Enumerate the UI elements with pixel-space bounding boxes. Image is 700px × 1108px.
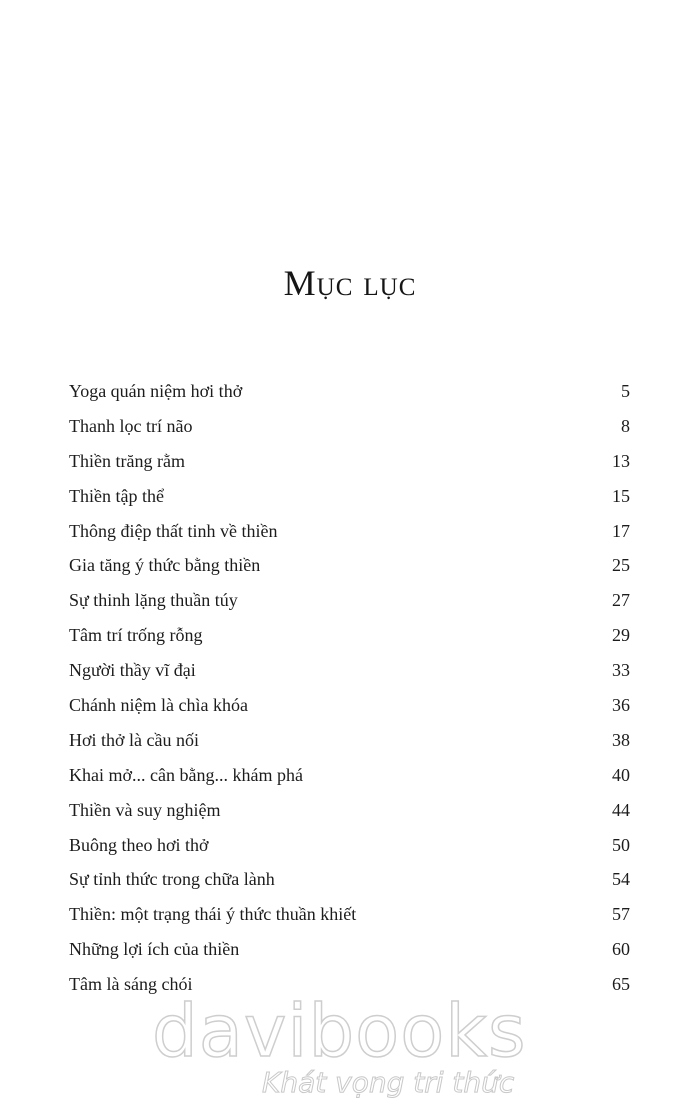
toc-entry-title: Khai mở... cân bằng... khám phá bbox=[69, 764, 303, 785]
toc-entry bbox=[69, 486, 630, 521]
watermark-slogan: Khát vọng tri thức bbox=[262, 1066, 515, 1099]
toc-entry-title: Buông theo hơi thở bbox=[69, 834, 209, 855]
toc-entry-page: 29 bbox=[612, 625, 630, 646]
toc-entry-title: Sự tỉnh thức trong chữa lành bbox=[69, 869, 275, 890]
toc-entry bbox=[69, 869, 630, 904]
toc-entry-page: 44 bbox=[612, 799, 630, 820]
toc-entry-page: 60 bbox=[612, 939, 630, 960]
toc-entry-page: 13 bbox=[612, 450, 630, 471]
toc-entry-title: Hơi thở là cầu nối bbox=[69, 729, 200, 750]
toc-entry-page: 25 bbox=[612, 555, 630, 576]
toc-entry bbox=[69, 904, 630, 939]
toc-entry-page: 17 bbox=[612, 520, 630, 541]
toc-entry bbox=[69, 416, 630, 451]
toc-entry-title: Thanh lọc trí não bbox=[69, 415, 193, 436]
watermark bbox=[0, 989, 700, 1108]
toc-entry-page: 57 bbox=[612, 904, 630, 925]
toc-entry-title: Chánh niệm là chìa khóa bbox=[69, 695, 248, 716]
toc-entry-page: 54 bbox=[612, 869, 630, 890]
toc-entry bbox=[69, 835, 630, 870]
toc-entry bbox=[69, 555, 630, 590]
toc-entry-title: Yoga quán niệm hơi thở bbox=[69, 381, 243, 401]
toc-entry-title: Thiền và suy nghiệm bbox=[69, 799, 221, 820]
toc-entry-title: Sự thinh lặng thuần túy bbox=[69, 590, 238, 611]
page-title: Mục lục bbox=[283, 263, 417, 303]
toc-entry bbox=[69, 521, 630, 556]
toc-entry bbox=[69, 660, 630, 695]
toc-entry bbox=[69, 451, 630, 486]
toc-entry-title: Thiền tập thể bbox=[69, 485, 164, 506]
toc-entry-page: 33 bbox=[612, 660, 630, 681]
toc-entry-title: Thông điệp thất tinh về thiền bbox=[69, 520, 278, 541]
toc-entry-title: Người thầy vĩ đại bbox=[69, 660, 196, 681]
toc-entry-title: Thiền trăng rằm bbox=[69, 450, 185, 471]
toc-entry-page: 65 bbox=[612, 974, 630, 995]
toc-entry bbox=[69, 590, 630, 625]
toc-entry-page: 8 bbox=[621, 415, 630, 436]
table-of-contents bbox=[69, 381, 630, 1009]
toc-entry-page: 38 bbox=[612, 729, 630, 750]
watermark-brand: davibooks bbox=[152, 989, 527, 1073]
toc-entry bbox=[69, 939, 630, 974]
toc-entry-page: 5 bbox=[621, 381, 630, 401]
toc-entry bbox=[69, 625, 630, 660]
toc-entry-page: 27 bbox=[612, 590, 630, 611]
toc-entry-page: 15 bbox=[612, 485, 630, 506]
toc-entry bbox=[69, 695, 630, 730]
toc-entry-title: Tâm trí trống rỗng bbox=[69, 625, 203, 646]
toc-entry-title: Thiền: một trạng thái ý thức thuần khiết bbox=[69, 904, 357, 925]
toc-entry bbox=[69, 381, 630, 416]
toc-entry-page: 50 bbox=[612, 834, 630, 855]
toc-entry-page: 40 bbox=[612, 764, 630, 785]
toc-entry bbox=[69, 765, 630, 800]
toc-entry bbox=[69, 800, 630, 835]
toc-entry bbox=[69, 730, 630, 765]
toc-entry-title: Những lợi ích của thiền bbox=[69, 939, 240, 960]
toc-entry-page: 36 bbox=[612, 695, 630, 716]
toc-entry bbox=[69, 974, 630, 1009]
toc-entry-title: Gia tăng ý thức bằng thiền bbox=[69, 555, 261, 576]
toc-entry-title: Tâm là sáng chói bbox=[69, 974, 193, 995]
